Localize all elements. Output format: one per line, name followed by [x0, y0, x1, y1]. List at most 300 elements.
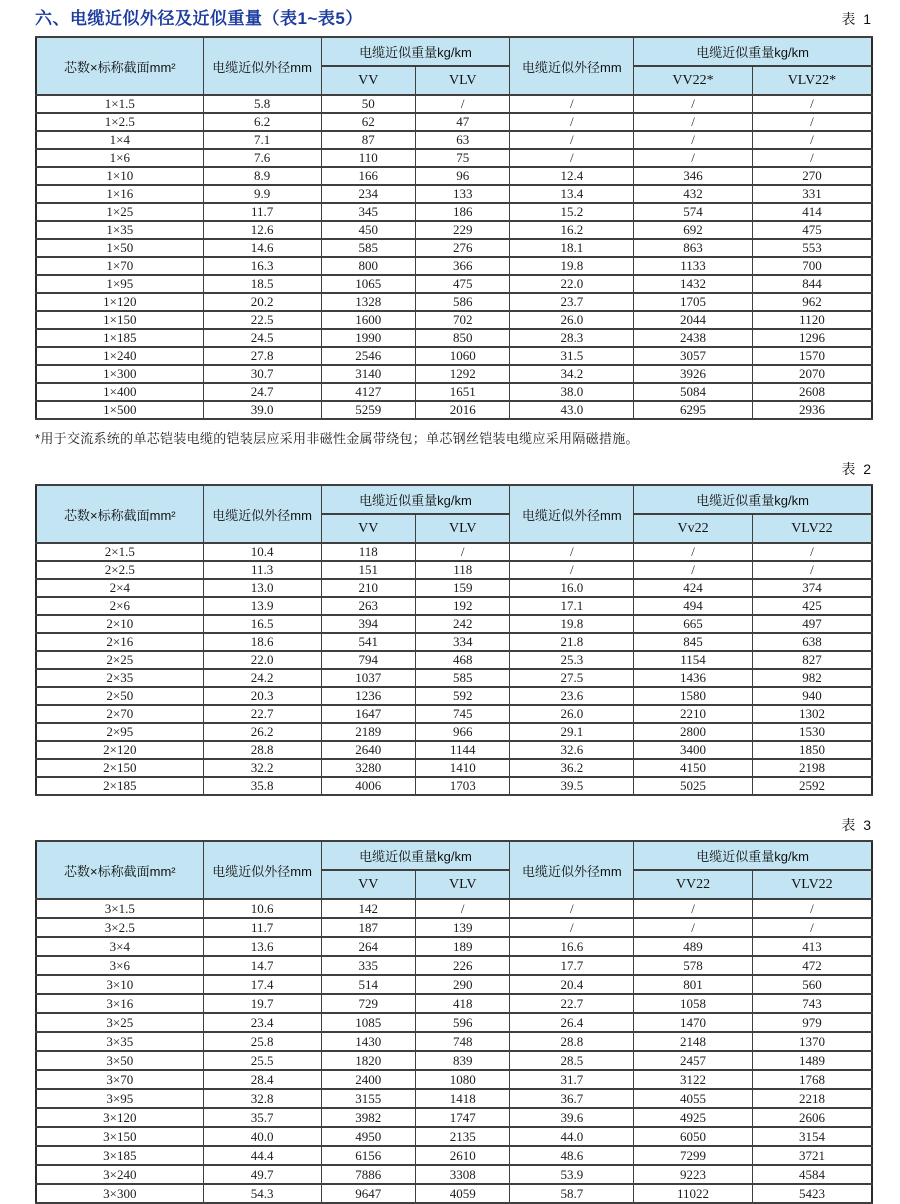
table-cell: 39.5	[510, 777, 634, 795]
table-cell: /	[634, 543, 753, 561]
table-row	[36, 705, 872, 723]
table-cell: /	[510, 561, 634, 579]
column-header-weight-group-2: 电缆近似重量kg/km	[634, 37, 872, 66]
table-cell: 32.2	[203, 759, 321, 777]
table-cell: 34.2	[510, 365, 634, 383]
table-cell: 3×35	[36, 1032, 203, 1051]
table-row	[36, 311, 872, 329]
table-cell: 8.9	[203, 167, 321, 185]
column-header-od: 电缆近似外径mm	[203, 485, 321, 543]
table-cell: 3×1.5	[36, 899, 203, 918]
column-header-vv22: VV22	[634, 870, 753, 899]
table-cell: 3155	[321, 1089, 415, 1108]
table-cell: 22.7	[510, 994, 634, 1013]
table-cell: 11.7	[203, 203, 321, 221]
table-cell: 10.4	[203, 543, 321, 561]
table-cell: 5259	[321, 401, 415, 419]
table-cell: 7886	[321, 1165, 415, 1184]
table-row	[36, 131, 872, 149]
table-cell: 62	[321, 113, 415, 131]
table-cell: 2×150	[36, 759, 203, 777]
table-cell: 1580	[634, 687, 753, 705]
table-cell: 1037	[321, 669, 415, 687]
table-cell: 801	[634, 975, 753, 994]
column-header-vv: VV	[321, 514, 415, 543]
table-cell: 48.6	[510, 1146, 634, 1165]
table-cell: 58.7	[510, 1184, 634, 1203]
table-cell: 26.0	[510, 311, 634, 329]
table-cell: 1×25	[36, 203, 203, 221]
table-cell: /	[510, 899, 634, 918]
table-cell: 3×70	[36, 1070, 203, 1089]
table-cell: 54.3	[203, 1184, 321, 1203]
table-cell: 748	[416, 1032, 510, 1051]
table-row	[36, 597, 872, 615]
table-cell: 16.6	[510, 937, 634, 956]
table-cell: 845	[634, 633, 753, 651]
table-cell: 21.8	[510, 633, 634, 651]
table-cell: 1489	[752, 1051, 872, 1070]
table-cell: 3057	[634, 347, 753, 365]
table-cell: 1×50	[36, 239, 203, 257]
table-cell: 19.8	[510, 257, 634, 275]
table-cell: 63	[416, 131, 510, 149]
table-cell: 6156	[321, 1146, 415, 1165]
table-cell: 11022	[634, 1184, 753, 1203]
table-cell: 186	[416, 203, 510, 221]
table-cell: 863	[634, 239, 753, 257]
table-cell: 366	[416, 257, 510, 275]
table-cell: 2148	[634, 1032, 753, 1051]
table-cell: 1×1.5	[36, 95, 203, 113]
table-row	[36, 899, 872, 918]
table-cell: /	[752, 561, 872, 579]
table-cell: 14.6	[203, 239, 321, 257]
table-cell: 1328	[321, 293, 415, 311]
table-cell: 3280	[321, 759, 415, 777]
table-cell: 4127	[321, 383, 415, 401]
table-cell: 229	[416, 221, 510, 239]
table-cell: 142	[321, 899, 415, 918]
column-header-weight-group-1: 电缆近似重量kg/km	[321, 485, 510, 514]
table-cell: 16.0	[510, 579, 634, 597]
table-cell: 335	[321, 956, 415, 975]
table-cell: 151	[321, 561, 415, 579]
column-header-od-armored: 电缆近似外径mm	[510, 485, 634, 543]
table-cell: 32.6	[510, 741, 634, 759]
table-cell: 3×2.5	[36, 918, 203, 937]
table-cell: 2218	[752, 1089, 872, 1108]
table-cell: 2×1.5	[36, 543, 203, 561]
table-cell: 1×2.5	[36, 113, 203, 131]
column-header-od: 电缆近似外径mm	[203, 37, 321, 95]
table-cell: 2936	[752, 401, 872, 419]
table-cell: 28.3	[510, 329, 634, 347]
column-header-vlv22: VLV22	[752, 870, 872, 899]
table-cell: 12.4	[510, 167, 634, 185]
table-cell: 2×35	[36, 669, 203, 687]
table-cell: 2044	[634, 311, 753, 329]
table-cell: 39.0	[203, 401, 321, 419]
table-cell: 6050	[634, 1127, 753, 1146]
table-cell: 1820	[321, 1051, 415, 1070]
table-cell: 2400	[321, 1070, 415, 1089]
table-row	[36, 293, 872, 311]
table-cell: 17.1	[510, 597, 634, 615]
table-cell: 3154	[752, 1127, 872, 1146]
table-cell: 1080	[416, 1070, 510, 1089]
table-cell: 13.0	[203, 579, 321, 597]
table-cell: 1058	[634, 994, 753, 1013]
table-cell: 1×240	[36, 347, 203, 365]
table-cell: 4584	[752, 1165, 872, 1184]
table-row	[36, 275, 872, 293]
table-cell: 1060	[416, 347, 510, 365]
table-cell: 1×150	[36, 311, 203, 329]
table-cell: 40.0	[203, 1127, 321, 1146]
table-cell: 49.7	[203, 1165, 321, 1184]
table-cell: 966	[416, 723, 510, 741]
table-cell: 2×95	[36, 723, 203, 741]
table-cell: 1470	[634, 1013, 753, 1032]
table-cell: 345	[321, 203, 415, 221]
table-cell: 187	[321, 918, 415, 937]
table-cell: /	[510, 543, 634, 561]
table-cell: 75	[416, 149, 510, 167]
table-cell: 3140	[321, 365, 415, 383]
table-cell: 19.7	[203, 994, 321, 1013]
table-cell: 276	[416, 239, 510, 257]
table-cell: 5423	[752, 1184, 872, 1203]
table-cell: 1703	[416, 777, 510, 795]
table-cell: 24.2	[203, 669, 321, 687]
table-cell: 2457	[634, 1051, 753, 1070]
table-cell: /	[752, 543, 872, 561]
table-cell: 1436	[634, 669, 753, 687]
table-row	[36, 1051, 872, 1070]
table-cell: 242	[416, 615, 510, 633]
table-cell: 1292	[416, 365, 510, 383]
table-cell: 10.6	[203, 899, 321, 918]
table-1-caption: 表 1	[841, 11, 873, 27]
table-cell: 1430	[321, 1032, 415, 1051]
table-cell: 578	[634, 956, 753, 975]
table-cell: /	[510, 131, 634, 149]
table-cell: /	[752, 899, 872, 918]
table-cell: 553	[752, 239, 872, 257]
table-cell: 7.1	[203, 131, 321, 149]
table-row	[36, 651, 872, 669]
table-cell: 13.9	[203, 597, 321, 615]
table-cell: 475	[752, 221, 872, 239]
table-cell: 1370	[752, 1032, 872, 1051]
table-cell: 596	[416, 1013, 510, 1032]
table-row	[36, 1032, 872, 1051]
table-cell: 1×6	[36, 149, 203, 167]
table-cell: /	[416, 543, 510, 561]
table-cell: 1236	[321, 687, 415, 705]
table-cell: 2×4	[36, 579, 203, 597]
table-cell: 4950	[321, 1127, 415, 1146]
table-cell: 3×25	[36, 1013, 203, 1032]
table-cell: 32.8	[203, 1089, 321, 1108]
table-cell: 15.2	[510, 203, 634, 221]
table-row	[36, 975, 872, 994]
table-row	[36, 723, 872, 741]
table-cell: 1133	[634, 257, 753, 275]
table-row	[36, 1089, 872, 1108]
column-header-vlv: VLV	[416, 870, 510, 899]
table-cell: 743	[752, 994, 872, 1013]
table-cell: 6.2	[203, 113, 321, 131]
table-cell: 28.8	[203, 741, 321, 759]
table-cell: 3×16	[36, 994, 203, 1013]
table-cell: 43.0	[510, 401, 634, 419]
table-cell: 96	[416, 167, 510, 185]
table-cell: 18.6	[203, 633, 321, 651]
table-cell: 2210	[634, 705, 753, 723]
table-cell: 23.6	[510, 687, 634, 705]
table-cell: 4059	[416, 1184, 510, 1203]
table-cell: 982	[752, 669, 872, 687]
table-row	[36, 777, 872, 795]
table-cell: 1990	[321, 329, 415, 347]
table-cell: 2592	[752, 777, 872, 795]
table-row	[36, 937, 872, 956]
table-cell: /	[752, 149, 872, 167]
table-row	[36, 401, 872, 419]
table-cell: 1530	[752, 723, 872, 741]
table-cell: /	[510, 95, 634, 113]
table-cell: 38.0	[510, 383, 634, 401]
table-cell: 44.4	[203, 1146, 321, 1165]
table-cell: /	[634, 131, 753, 149]
table-cell: 264	[321, 937, 415, 956]
table-cell: 1×10	[36, 167, 203, 185]
table-cell: 1600	[321, 311, 415, 329]
table-row	[36, 203, 872, 221]
table-cell: 331	[752, 185, 872, 203]
table-cell: 334	[416, 633, 510, 651]
table-header-row	[36, 485, 872, 514]
table-cell: 2610	[416, 1146, 510, 1165]
table-cell: 133	[416, 185, 510, 203]
column-header-spec: 芯数×标称截面mm²	[36, 485, 203, 543]
table-row	[36, 1165, 872, 1184]
table-cell: 36.2	[510, 759, 634, 777]
table-cell: 28.5	[510, 1051, 634, 1070]
table-row	[36, 221, 872, 239]
column-header-vv22: Vv22	[634, 514, 753, 543]
table-cell: 118	[416, 561, 510, 579]
table-cell: 11.7	[203, 918, 321, 937]
table-cell: 3982	[321, 1108, 415, 1127]
table-cell: 1296	[752, 329, 872, 347]
table-row	[36, 1184, 872, 1203]
table-cell: 189	[416, 937, 510, 956]
table-cell: 1×35	[36, 221, 203, 239]
table-cell: 979	[752, 1013, 872, 1032]
table-cell: 2189	[321, 723, 415, 741]
table-cell: 210	[321, 579, 415, 597]
table-cell: 2×185	[36, 777, 203, 795]
table-cell: 1065	[321, 275, 415, 293]
table-cell: 940	[752, 687, 872, 705]
column-header-weight-group-1: 电缆近似重量kg/km	[321, 841, 510, 870]
table-cell: 1850	[752, 741, 872, 759]
table-cell: 1×400	[36, 383, 203, 401]
column-header-vv: VV	[321, 66, 415, 95]
table-cell: /	[634, 149, 753, 167]
table-cell: 14.7	[203, 956, 321, 975]
table-cell: 11.3	[203, 561, 321, 579]
table-row	[36, 956, 872, 975]
footnote: *用于交流系统的单芯铠装电缆的铠装层应采用非磁性金属带绕包；单芯钢丝铠装电缆应采用隔磁措施。	[35, 431, 639, 446]
table-cell: 414	[752, 203, 872, 221]
table-cell: 2×120	[36, 741, 203, 759]
table-cell: 432	[634, 185, 753, 203]
table-cell: 794	[321, 651, 415, 669]
table-cell: 450	[321, 221, 415, 239]
table-cell: 26.4	[510, 1013, 634, 1032]
table-cell: 3×6	[36, 956, 203, 975]
table-cell: /	[510, 113, 634, 131]
table-cell: 3×185	[36, 1146, 203, 1165]
table-cell: /	[634, 899, 753, 918]
table-2-caption: 表 2	[841, 461, 873, 477]
table-cell: 2198	[752, 759, 872, 777]
table-cell: 192	[416, 597, 510, 615]
table-cell: 3721	[752, 1146, 872, 1165]
table-cell: 7299	[634, 1146, 753, 1165]
table-cell: 844	[752, 275, 872, 293]
table-cell: 2×6	[36, 597, 203, 615]
table-cell: 25.8	[203, 1032, 321, 1051]
table-cell: 50	[321, 95, 415, 113]
table-cell: 425	[752, 597, 872, 615]
table-cell: 12.6	[203, 221, 321, 239]
table-cell: 3×95	[36, 1089, 203, 1108]
table-cell: 4150	[634, 759, 753, 777]
table-cell: 13.6	[203, 937, 321, 956]
table-cell: 24.7	[203, 383, 321, 401]
table-row	[36, 239, 872, 257]
table-cell: 27.8	[203, 347, 321, 365]
table-cell: /	[416, 899, 510, 918]
table-cell: 166	[321, 167, 415, 185]
table-cell: 2546	[321, 347, 415, 365]
table-3-body	[36, 899, 872, 1203]
table-row	[36, 579, 872, 597]
table-cell: 692	[634, 221, 753, 239]
table-cell: /	[752, 131, 872, 149]
table-cell: 270	[752, 167, 872, 185]
table-cell: 35.8	[203, 777, 321, 795]
table-cell: 1×16	[36, 185, 203, 203]
table-row	[36, 113, 872, 131]
table-cell: 1570	[752, 347, 872, 365]
table-cell: /	[634, 95, 753, 113]
table-cell: 3400	[634, 741, 753, 759]
table-row	[36, 741, 872, 759]
table-cell: 962	[752, 293, 872, 311]
table-cell: 3926	[634, 365, 753, 383]
cable-table-3	[35, 840, 873, 1204]
table-3-header	[36, 841, 872, 899]
table-cell: 514	[321, 975, 415, 994]
table-cell: 110	[321, 149, 415, 167]
table-cell: /	[752, 918, 872, 937]
table-cell: 475	[416, 275, 510, 293]
table-cell: 2×50	[36, 687, 203, 705]
table-cell: 25.5	[203, 1051, 321, 1070]
table-cell: /	[416, 95, 510, 113]
table-cell: 424	[634, 579, 753, 597]
table-row	[36, 615, 872, 633]
column-header-vv22: VV22*	[634, 66, 753, 95]
column-header-vlv: VLV	[416, 66, 510, 95]
table-cell: 2800	[634, 723, 753, 741]
table-cell: 31.7	[510, 1070, 634, 1089]
table-cell: 665	[634, 615, 753, 633]
table-cell: 47	[416, 113, 510, 131]
table-cell: 26.0	[510, 705, 634, 723]
table-cell: 28.4	[203, 1070, 321, 1089]
table-row	[36, 383, 872, 401]
column-header-spec: 芯数×标称截面mm²	[36, 841, 203, 899]
table-cell: 30.7	[203, 365, 321, 383]
column-header-od: 电缆近似外径mm	[203, 841, 321, 899]
table-row	[36, 994, 872, 1013]
table-cell: 827	[752, 651, 872, 669]
table-cell: 3×4	[36, 937, 203, 956]
table-cell: 800	[321, 257, 415, 275]
table-cell: 139	[416, 918, 510, 937]
table-2-body	[36, 543, 872, 795]
table-cell: 2135	[416, 1127, 510, 1146]
table-cell: 20.4	[510, 975, 634, 994]
title-row	[35, 4, 873, 29]
table-cell: 4055	[634, 1089, 753, 1108]
table-header-row	[36, 841, 872, 870]
table-cell: 560	[752, 975, 872, 994]
table-cell: 35.7	[203, 1108, 321, 1127]
table-cell: 39.6	[510, 1108, 634, 1127]
table-1-header	[36, 37, 872, 95]
table-cell: 494	[634, 597, 753, 615]
table-cell: 346	[634, 167, 753, 185]
table-cell: 22.0	[203, 651, 321, 669]
table-cell: 3×10	[36, 975, 203, 994]
table-cell: 1120	[752, 311, 872, 329]
table-cell: 4006	[321, 777, 415, 795]
table-row	[36, 1108, 872, 1127]
table-cell: 1154	[634, 651, 753, 669]
table-cell: 2070	[752, 365, 872, 383]
table-cell: 2016	[416, 401, 510, 419]
table-cell: 394	[321, 615, 415, 633]
table-3-caption: 表 3	[841, 817, 873, 833]
table-row	[36, 669, 872, 687]
table-cell: 13.4	[510, 185, 634, 203]
table-row	[36, 365, 872, 383]
table-cell: 586	[416, 293, 510, 311]
table-cell: 24.5	[203, 329, 321, 347]
table-cell: 20.2	[203, 293, 321, 311]
table-cell: 44.0	[510, 1127, 634, 1146]
table-cell: 585	[321, 239, 415, 257]
table-cell: /	[510, 918, 634, 937]
